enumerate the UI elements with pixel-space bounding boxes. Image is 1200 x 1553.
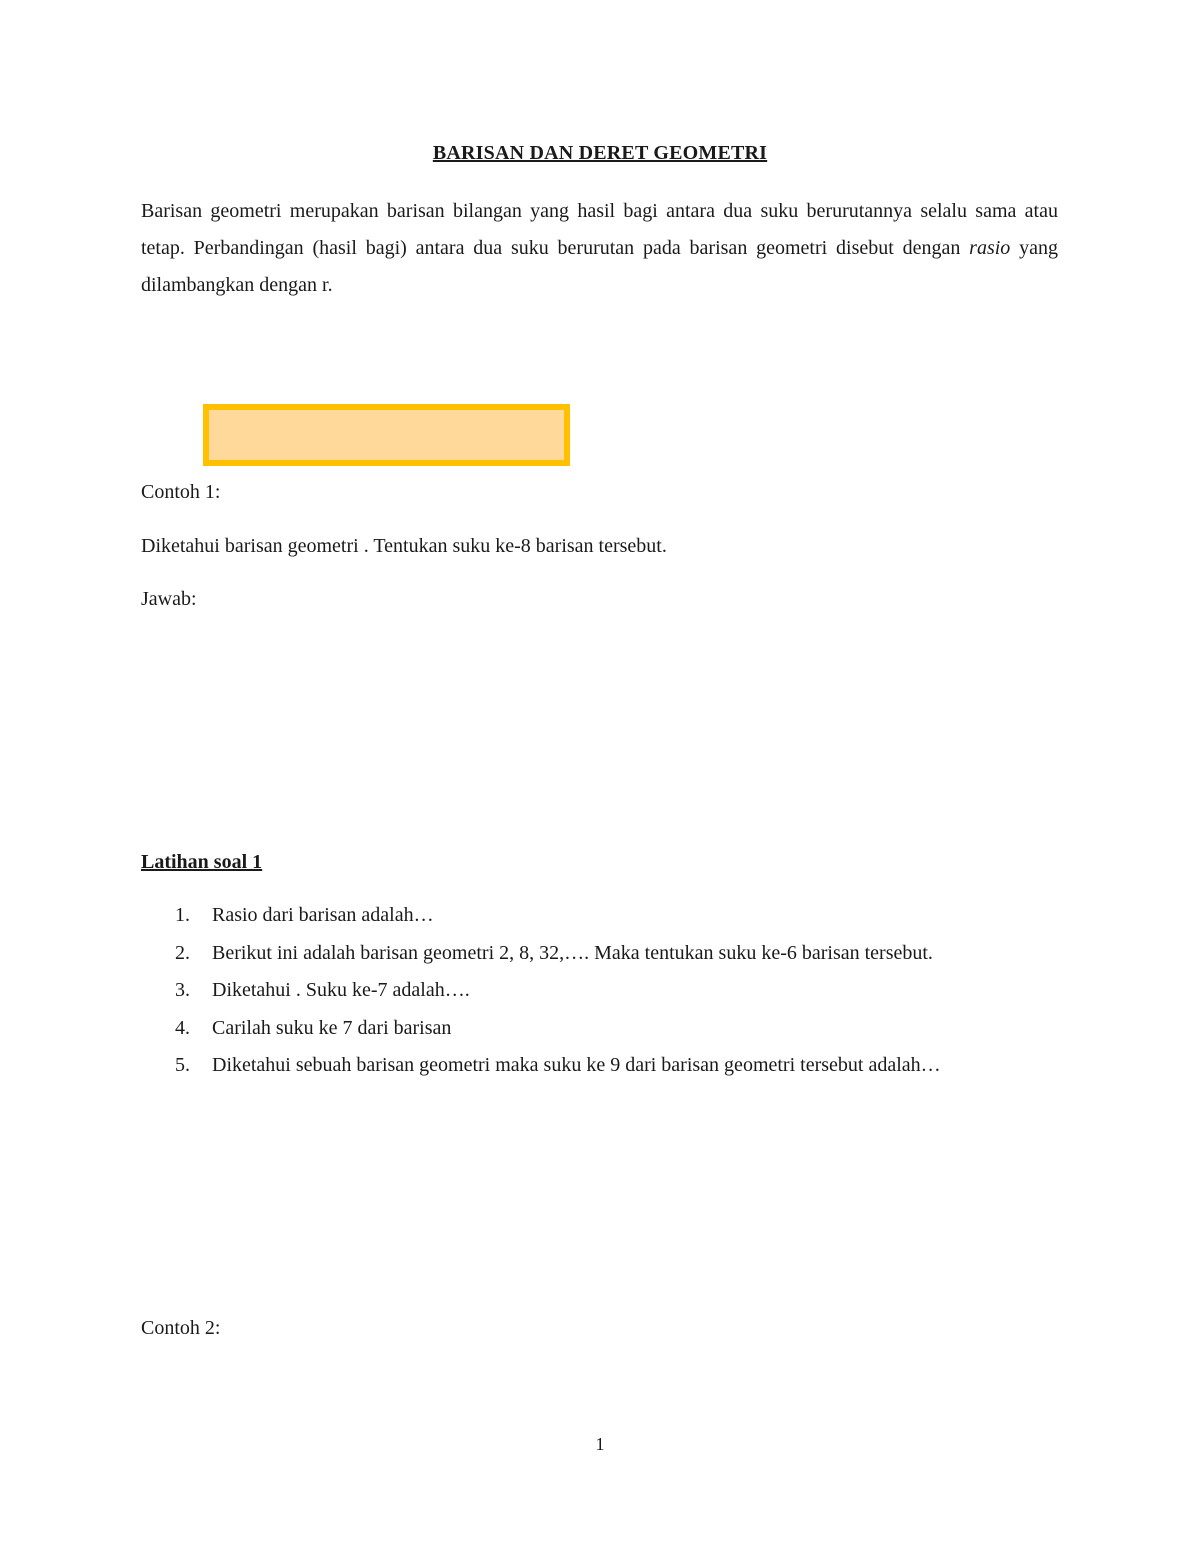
list-item-text: Berikut ini adalah barisan geometri 2, 8, 32,…. Maka tentukan suku ke-6 barisan tersebut.	[212, 941, 933, 964]
list-item-number: 2.	[175, 941, 190, 964]
list-item-text: Carilah suku ke 7 dari barisan	[212, 1016, 452, 1039]
intro-paragraph	[141, 193, 1058, 304]
list-item-text: Rasio dari barisan adalah…	[212, 904, 434, 926]
latihan-heading: Latihan soal 1	[141, 851, 263, 873]
list-item-number: 5.	[175, 1054, 190, 1076]
page-number: 1	[595, 1434, 605, 1454]
contoh1-label: Contoh 1:	[141, 481, 221, 503]
list-item-text: Diketahui . Suku ke-7 adalah….	[212, 979, 470, 1001]
formula-highlight-box	[203, 404, 570, 466]
list-item-number: 4.	[175, 1016, 190, 1039]
contoh1-question: Diketahui barisan geometri . Tentukan suku ke-8 barisan tersebut.	[141, 535, 667, 557]
intro-text-after: yang dilambangkan dengan r.	[141, 237, 1058, 296]
contoh1-answer-label: Jawab:	[141, 588, 197, 610]
list-item-text: Diketahui sebuah barisan geometri maka suku ke 9 dari barisan geometri tersebut adalah…	[212, 1054, 941, 1076]
intro-text-before: Barisan geometri merupakan barisan bilangan yang hasil bagi antara dua suku berurutannya selalu sama atau tetap. Perbandingan (hasil bagi) antara dua suku berurutan pada barisan geometri disebut dengan	[141, 200, 1058, 259]
list-item-number: 1.	[175, 904, 190, 926]
contoh2-label: Contoh 2:	[141, 1317, 221, 1339]
page-title: BARISAN DAN DERET GEOMETRI	[432, 142, 768, 164]
intro-emphasis: rasio	[969, 237, 1011, 259]
list-item-number: 3.	[175, 979, 190, 1001]
